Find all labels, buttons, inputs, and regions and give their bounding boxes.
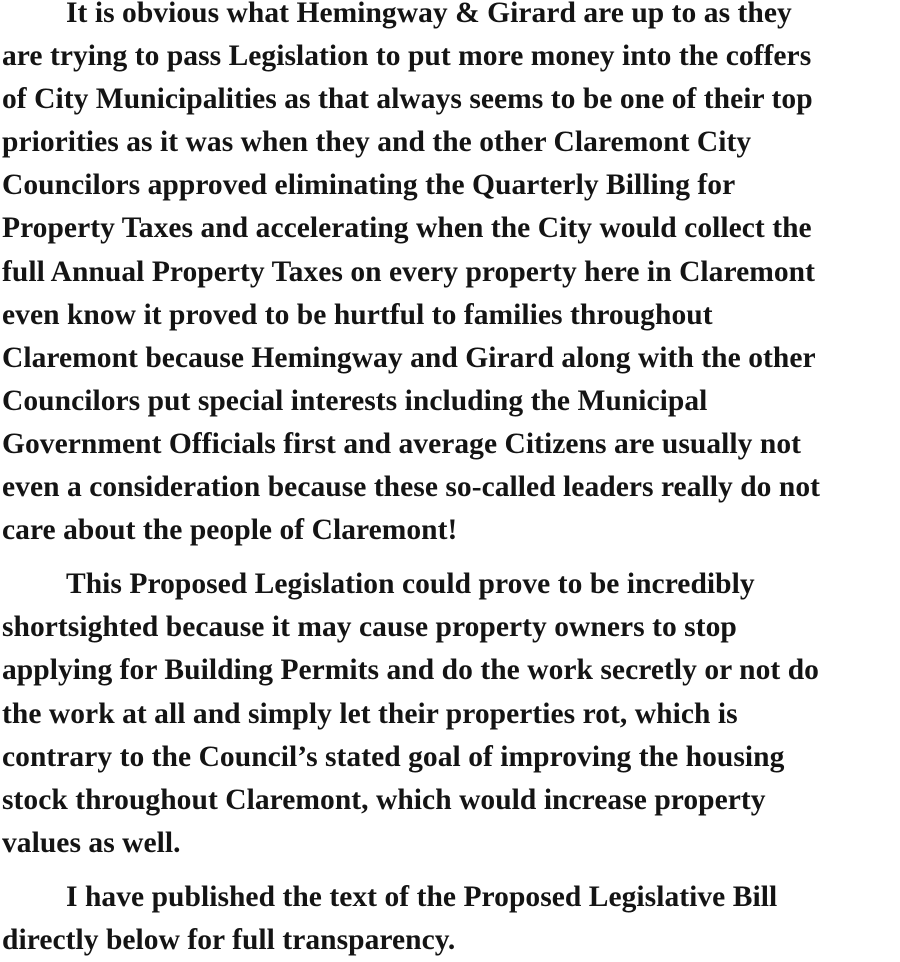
text-line: even know it proved to be hurtful to families throughout [2,298,713,331]
text-line: It is obvious what Hemingway & Girard are up to as they [66,0,792,29]
text-line: Claremont because Hemingway and Girard along with the other [2,341,816,374]
text-line: Property Taxes and accelerating when the City would collect the [2,212,812,245]
text-line: Councilors approved eliminating the Quarterly Billing for [2,169,736,202]
text-line: priorities as it was when they and the other Claremont City [2,126,752,159]
text-line: stock throughout Claremont, which would increase property [2,783,766,816]
text-line: Government Officials first and average Citizens are usually not [2,427,802,460]
text-line: directly below for full transparency. [2,923,456,956]
text-line: contrary to the Council’s stated goal of improving the housing [2,740,785,773]
paragraph-1 [2,0,898,552]
text-line: the work at all and simply let their properties rot, which is [2,697,738,730]
paragraph-3 [2,876,898,962]
paragraph-2 [2,563,898,865]
document-body [2,0,898,962]
text-line: shortsighted because it may cause property owners to stop [2,611,737,644]
text-line: are trying to pass Legislation to put more money into the coffers [2,40,812,73]
text-line: Councilors put special interests including the Municipal [2,384,708,417]
text-line: applying for Building Permits and do the work secretly or not do [2,654,819,687]
text-line: care about the people of Claremont! [2,514,458,547]
text-line: full Annual Property Taxes on every property here in Claremont [2,255,815,288]
text-line: This Proposed Legislation could prove to be incredibly [66,568,755,601]
text-line: even a consideration because these so-called leaders really do not [2,471,821,504]
text-line: values as well. [2,826,181,859]
text-line: of City Municipalities as that always seems to be one of their top [2,83,813,116]
text-line: I have published the text of the Proposed Legislative Bill [66,880,778,913]
